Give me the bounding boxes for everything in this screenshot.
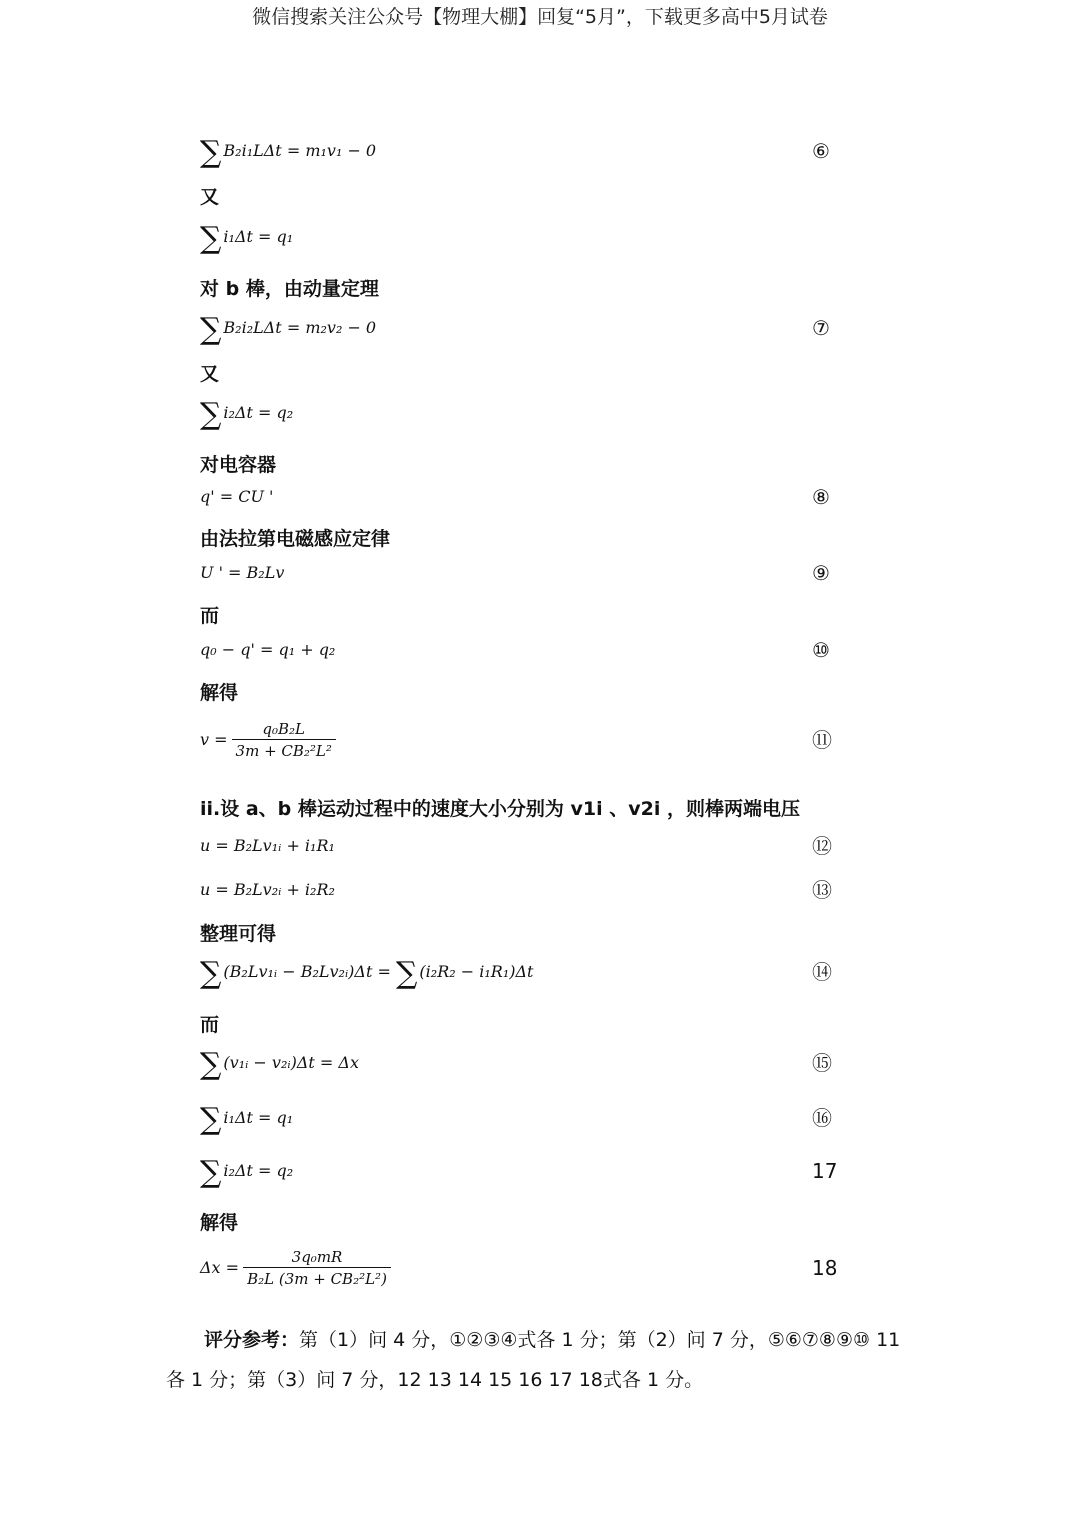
text-er-1: 而 [200, 605, 220, 627]
header-banner: 微信搜索关注公众号【物理大棚】回复“5月”，下载更多高中5月试卷 [252, 6, 828, 28]
equation-q1: ∑ i₁Δt = q₁ [200, 221, 294, 256]
equation-number-9: ⑨ [812, 561, 830, 585]
equation-number-8: ⑧ [812, 485, 830, 509]
equation-number-12: ⑫ [812, 834, 832, 858]
equation-number-15: ⑮ [812, 1051, 832, 1075]
text-you-2: 又 [200, 363, 220, 385]
equation-number-18: 18 [812, 1256, 838, 1280]
equation-11: v = $\frac{\text{q₀B₂L}}{\text{3m + CB₂²L²}}$ [200, 716, 336, 764]
text-zheng: 整理可得 [200, 923, 277, 945]
equation-number-10: ⑩ [812, 638, 830, 662]
equation-16: ∑ i₁Δt = q₁ [200, 1102, 294, 1137]
grading-line-1: 评分参考：第（1）问 4 分，①②③④式各 1 分；第（2）问 7 分，⑤⑥⑦⑧⑨⑩ 11 [204, 1329, 901, 1351]
text-b-rod: 对 b 棒，由动量定理 [200, 278, 379, 300]
fraction-18: $\frac{\text{3q₀mR}}{\text{B₂L (3m + CB₂²L²)}}$ [243, 1247, 391, 1290]
equation-10: q₀ − q' = q₁ + q₂ [200, 640, 336, 659]
equation-8: q' = CU ' [200, 487, 274, 506]
text-ii-intro: ii.设 a、b 棒运动过程中的速度大小分别为 v1i 、v2i ，则棒两端电压 [200, 798, 800, 820]
text-you-1: 又 [200, 186, 220, 208]
equation-number-7: ⑦ [812, 316, 830, 340]
equation-number-14: ⑭ [812, 960, 832, 984]
text-jie-2: 解得 [200, 1212, 239, 1234]
equation-15: ∑ (v₁ᵢ − v₂ᵢ)Δt = Δx [200, 1047, 359, 1082]
equation-number-6: ⑥ [812, 139, 830, 163]
equation-14: ∑ (B₂Lv₁ᵢ − B₂Lv₂ᵢ)Δt = ∑ (i₂R₂ − i₁R₁)Δt [200, 956, 534, 991]
equation-number-16: ⑯ [812, 1106, 832, 1130]
equation-number-11: ⑪ [812, 728, 832, 752]
equation-7: ∑ B₂i₂LΔt = m₂v₂ − 0 [200, 312, 377, 347]
grading-line-2: 各 1 分；第（3）问 7 分，12 13 14 15 16 17 18式各 1 分。 [166, 1369, 704, 1391]
equation-6: ∑ B₂i₁LΔt = m₁v₁ − 0 [200, 135, 377, 170]
equation-17: ∑ i₂Δt = q₂ [200, 1155, 294, 1190]
equation-q2: ∑ i₂Δt = q₂ [200, 397, 294, 432]
equation-number-17: 17 [812, 1159, 838, 1183]
equation-13: u = B₂Lv₂ᵢ + i₂R₂ [200, 880, 335, 899]
equation-number-13: ⑬ [812, 878, 832, 902]
text-faraday: 由法拉第电磁感应定律 [200, 528, 391, 550]
equation-9: U ' = B₂Lv [200, 563, 285, 582]
equation-18: Δx = $\frac{\text{3q₀mR}}{\text{B₂L (3m + CB₂²L²)}}$ [200, 1244, 391, 1292]
text-jie-1: 解得 [200, 682, 239, 704]
grading-label: 评分参考： [204, 1329, 300, 1351]
text-capacitor: 对电容器 [200, 454, 277, 476]
equation-12: u = B₂Lv₁ᵢ + i₁R₁ [200, 836, 335, 855]
text-er-2: 而 [200, 1014, 220, 1036]
fraction-11: $\frac{\text{q₀B₂L}}{\text{3m + CB₂²L²}}$ [232, 719, 336, 762]
grading-note [166, 1320, 926, 1400]
